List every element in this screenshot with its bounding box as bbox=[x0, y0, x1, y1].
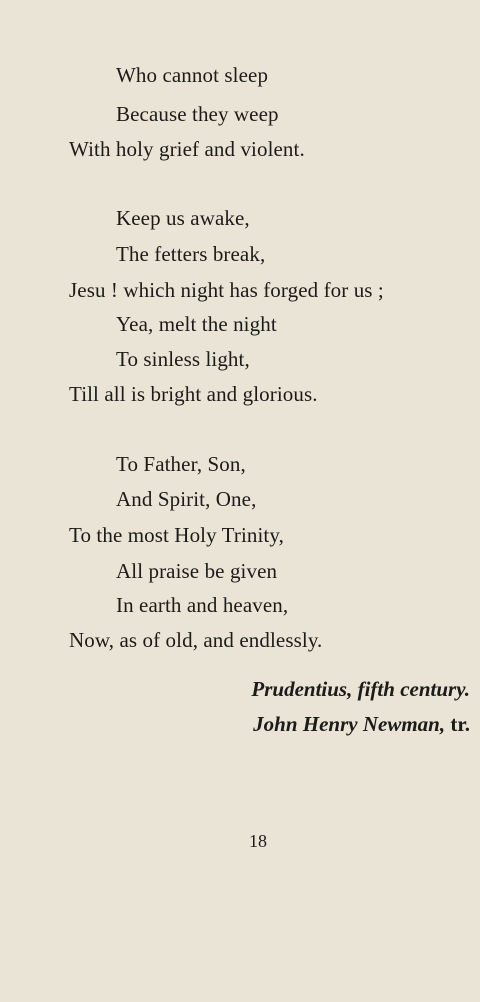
poem-line: In earth and heaven, bbox=[116, 593, 289, 617]
poem-line: With holy grief and violent. bbox=[69, 137, 305, 161]
poem-line: Keep us awake, bbox=[116, 206, 250, 230]
poem-line: To sinless light, bbox=[116, 347, 250, 371]
author-attribution bbox=[251, 677, 470, 701]
poem-line: And Spirit, One, bbox=[116, 487, 257, 511]
translator-role: tr. bbox=[450, 712, 470, 736]
poem-line: Because they weep bbox=[116, 102, 279, 126]
poem-line: The fetters break, bbox=[116, 242, 266, 266]
poem-line: Now, as of old, and endlessly. bbox=[69, 628, 323, 652]
poem-line: Till all is bright and glorious. bbox=[69, 382, 318, 406]
translator-name: John Henry Newman, bbox=[253, 712, 446, 736]
author-name: Prudentius, bbox=[251, 677, 353, 701]
page-number: 18 bbox=[249, 831, 267, 851]
poem-line: Jesu ! which night has forged for us ; bbox=[69, 278, 384, 302]
poem-line: To the most Holy Trinity, bbox=[69, 523, 284, 547]
translator-attribution bbox=[253, 712, 470, 736]
poem-line: All praise be given bbox=[116, 559, 278, 583]
poem-line: To Father, Son, bbox=[116, 452, 246, 476]
author-note: fifth century. bbox=[357, 677, 470, 701]
poem-line: Who cannot sleep bbox=[116, 63, 269, 87]
poem-line: Yea, melt the night bbox=[116, 312, 277, 336]
